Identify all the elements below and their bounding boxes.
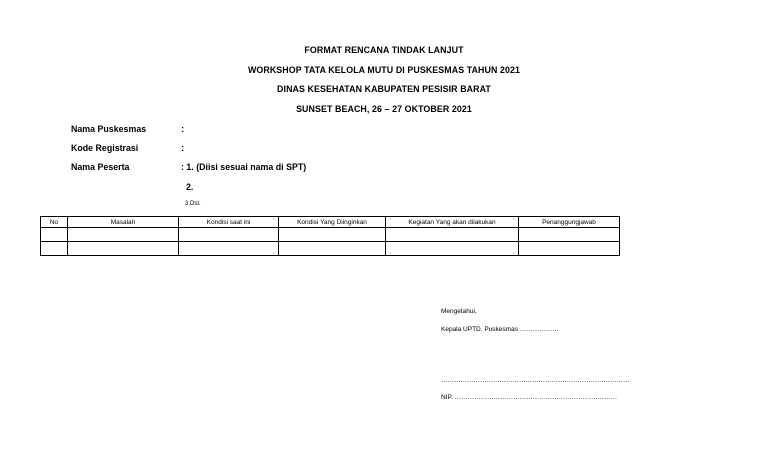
col-header-kondisi-saat-ini: Kondisi saat ini [179, 217, 279, 228]
table-cell [519, 228, 620, 242]
table-cell [519, 242, 620, 256]
kepala-uptd-text: Kepala UPTD. Puskesmas ……………… [441, 326, 559, 333]
puskesmas-colon: : [181, 124, 185, 135]
col-header-no: No [41, 217, 68, 228]
header-title: FORMAT RENCANA TINDAK LANJUT [304, 45, 464, 56]
table-row [41, 242, 620, 256]
col-header-penanggungjawab: Penanggungjawab [519, 217, 620, 228]
registrasi-label: Kode Registrasi [71, 143, 139, 154]
header-venue-date: SUNSET BEACH, 26 – 27 OKTOBER 2021 [296, 103, 472, 115]
table-cell [179, 242, 279, 256]
peserta-note: 3.Dst. [185, 201, 201, 207]
registrasi-colon: : [181, 143, 185, 154]
puskesmas-label: Nama Puskesmas [71, 124, 147, 135]
table-cell [68, 242, 179, 256]
table-cell [41, 228, 68, 242]
action-plan-table [40, 216, 620, 256]
nip-line: NIP. ………………………………………………………………… [441, 394, 618, 401]
table-cell [179, 228, 279, 242]
table-cell [41, 242, 68, 256]
table-cell [386, 242, 519, 256]
table-cell [279, 242, 386, 256]
mengetahui-text: Mengetahui, [441, 308, 477, 315]
table-cell [279, 228, 386, 242]
table-cell [68, 228, 179, 242]
col-header-masalah: Masalah [68, 217, 179, 228]
table-row [41, 228, 620, 242]
header-organizer: DINAS KESEHATAN KABUPATEN PESISIR BARAT [277, 84, 491, 95]
peserta-label: Nama Peserta [71, 162, 130, 173]
signature-name-line: …………………………………………………………………………… [441, 377, 630, 384]
document-header [0, 44, 768, 122]
table-header-row [41, 217, 620, 228]
peserta-value-2: 2. [186, 182, 194, 193]
col-header-kondisi-diinginkan: Kondisi Yang Diinginkan [279, 217, 386, 228]
table-cell [386, 228, 519, 242]
peserta-value-1: : 1. (Diisi sesuai nama di SPT) [181, 162, 307, 173]
col-header-kegiatan: Kegiatan Yang akan dilakukan [386, 217, 519, 228]
header-event: WORKSHOP TATA KELOLA MUTU DI PUSKESMAS TAHUN 2021 [247, 64, 521, 76]
